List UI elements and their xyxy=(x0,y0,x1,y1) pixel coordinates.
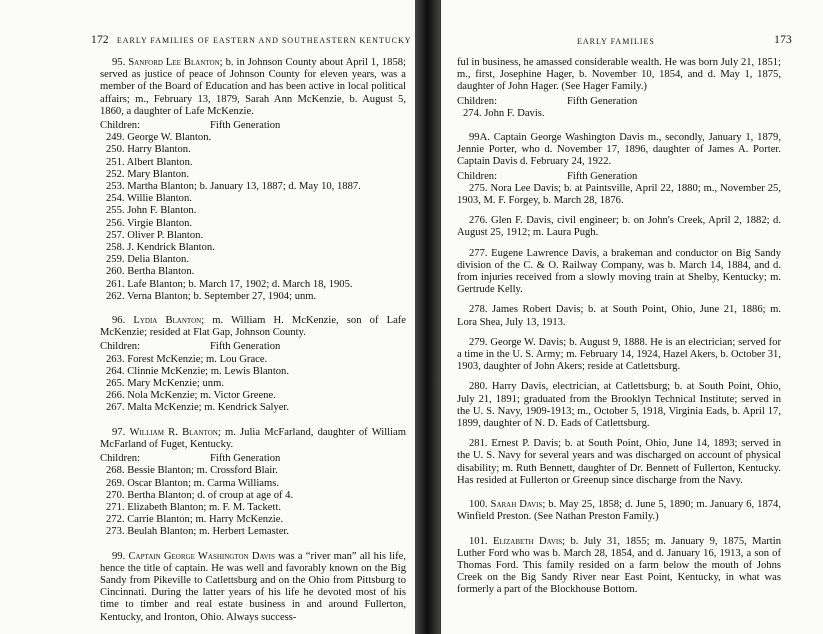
list-item: 270. Bertha Blanton; d. of croup at age of 4. xyxy=(106,489,294,501)
entry-95: 95. Sanford Lee Blanton; b. in Johnson County about April 1, 1858; served as justice of peace of Johnson County for eleven years, was a member of the Board of Education and has been active in local political affairs; m., February 13, 1879, Sarah Ann McKenzie, b. August 5, 1860, a daughter of Lafe McKenzie. xyxy=(100,57,406,117)
left-page-text xyxy=(100,57,406,624)
children-heading: Children: Fifth Generation xyxy=(100,341,281,353)
book-gutter xyxy=(415,0,440,634)
entry-95-name: Sanford Lee Blanton xyxy=(128,57,220,68)
entry-281: 281. Ernest P. Davis; b. at South Point, Ohio, June 14, 1893; served in the U. S. Navy for several years and was discharged on account of physical disability; m. Ruth Bennett, daughter of Dr. Bennett of Fullerton, Kentucky. Has resided at Fullerton or Greenup since discharge from the Navy. xyxy=(457,438,781,486)
list-item: 262. Verna Blanton; b. September 27, 1904; unm. xyxy=(106,290,317,302)
list-item: 258. J. Kendrick Blanton. xyxy=(106,242,215,254)
list-item: 252. Mary Blanton. xyxy=(106,168,189,180)
list-item: 274. John F. Davis. xyxy=(463,107,545,119)
entry-277: 277. Eugene Lawrence Davis, a brakeman and conductor on Big Sandy division of the C. & O. Railway Company, was b. March 14, 1884, and d. from injuries received from a slowly moving train at Shelby, Kentucky; m. Gertrude Kelly. xyxy=(457,247,781,296)
entry-279: 279. George W. Davis; b. August 9, 1888. He is an electrician; served for a time in the U. S. Army; m. February 14, 1924, Hazel Akers, b. October 31, 1903, daughter of John Akers; reside at Catlettsburg. xyxy=(457,336,781,373)
list-item: 255. John F. Blanton. xyxy=(106,205,197,217)
list-item: 249. George W. Blanton. xyxy=(106,132,212,144)
right-page-text xyxy=(457,57,781,597)
entry-99-continued: ful in business, he amassed considerable wealth. He was born July 21, 1851; m., first, Josephine Hager, b. November 10, 1854, and d. May 1, 1875, daughter of John Hager. (See Hager Family.) xyxy=(457,57,781,93)
list-item: 254. Willie Blanton. xyxy=(106,193,192,205)
entry-99-name: Captain George Washington Davis xyxy=(128,550,275,562)
entry-97: 97. William R. Blanton; m. Julia McFarland, daughter of William McFarland of Fuget, Kentucky. xyxy=(100,426,407,450)
list-item: 253. Martha Blanton; b. January 13, 1887; d. May 10, 1887. xyxy=(106,181,361,193)
list-item: 263. Forest McKenzie; m. Lou Grace. xyxy=(106,353,268,365)
list-item: 269. Oscar Blanton; m. Carma Williams. xyxy=(106,477,279,489)
entry-99: 99. Captain George Washington Davis was a “river man” all his life, hence the title of captain. He was well and favorably known on the Big Sandy from Pikeville to Catlettsburg and on the Ohio from Pittsburg to Cincinnati. During the latter years of his life he devoted most of his time to timber and real estate business in and around Fullerton, Kentucky, and Ironton, Ohio. Always success- xyxy=(100,550,406,623)
list-item: 267. Malta McKenzie; m. Kendrick Salyer. xyxy=(106,402,289,414)
children-list-97 xyxy=(100,465,406,538)
list-item: 250. Harry Blanton. xyxy=(106,144,191,156)
entry-275: 275. Nora Lee Davis; b. at Paintsville, April 22, 1880; m., November 25, 1903, M. F. Forgey, b. March 28, 1876. xyxy=(457,182,781,207)
children-heading: Children: Fifth Generation xyxy=(457,95,638,107)
entry-97-name: William R. Blanton xyxy=(129,426,218,438)
right-page-number: 173 xyxy=(774,34,792,46)
list-item: 271. Elizabeth Blanton; m. F. M. Tackett. xyxy=(106,501,282,513)
entry-278: 278. James Robert Davis; b. at South Point, Ohio, June 21, 1886; m. Lora Shea, July 13, 1913. xyxy=(457,304,781,328)
list-item: 264. Clinnie McKenzie; m. Lewis Blanton. xyxy=(106,365,290,377)
children-list-99 xyxy=(457,108,781,120)
children-heading: Children: Fifth Generation xyxy=(100,120,281,132)
left-running-head: EARLY FAMILIES OF EASTERN AND SOUTHEASTERN KENTUCKY xyxy=(116,36,412,45)
entry-276: 276. Glen F. Davis, civil engineer; b. on John's Creek, April 2, 1882; d. August 25, 1912; m. Laura Pugh. xyxy=(457,215,781,239)
right-page xyxy=(440,0,823,634)
list-item: 266. Nola McKenzie; m. Victor Greene. xyxy=(106,390,276,402)
entry-280: 280. Harry Davis, electrician, at Catlettsburg; b. at South Point, Ohio, July 21, 1891; graduated from the Brooklyn Technical Institute; served in the U. S. Navy, 1909-1913; m., October 5, 1918, Virginia Eads, b. April 17, 1899, daughter of N. D. Eads of Catlettsburg. xyxy=(457,381,781,430)
list-item: 273. Beulah Blanton; m. Herbert Lemaster. xyxy=(106,526,289,538)
list-item: 260. Bertha Blanton. xyxy=(106,266,195,278)
list-item: 257. Oliver P. Blanton. xyxy=(106,229,204,241)
list-item: 261. Lafe Blanton; b. March 17, 1902; d. March 18, 1905. xyxy=(106,278,353,290)
entry-100: 100. Sarah Davis; b. May 25, 1858; d. June 5, 1890; m. January 6, 1874, Winfield Preston. (See Nathan Preston Family.) xyxy=(457,499,781,523)
children-heading: Children: Fifth Generation xyxy=(457,170,638,182)
list-item: 256. Virgie Blanton. xyxy=(106,217,193,229)
list-item: 272. Carrie Blanton; m. Harry McKenzie. xyxy=(106,514,284,526)
entry-100-name: Sarah Davis xyxy=(490,499,543,511)
children-heading: Children: Fifth Generation xyxy=(100,453,281,465)
entry-96: 96. Lydia Blanton; m. William H. McKenzie, son of Lafe McKenzie; resided at Flat Gap, Johnson County. xyxy=(100,315,406,339)
entry-99a: 99A. Captain George Washington Davis m., secondly, January 1, 1879, Jennie Porter, who d. November 17, 1896, daughter of James A. Porter. Captain Davis d. February 24, 1922. xyxy=(457,132,781,168)
entry-101: 101. Elizabeth Davis; b. July 31, 1855; m. January 9, 1875, Martin Luther Ford who was b. March 28, 1854, and d. January 16, 1913, a son of Thomas Ford. This family resided on a farm below the mouth of Johns Creek on the Big Sandy River near East Point, Kentucky, in what was formerly a part of the Blockhouse Bottom. xyxy=(457,535,781,596)
left-page-header xyxy=(91,34,412,46)
list-item: 259. Delia Blanton. xyxy=(106,254,189,266)
list-item: 268. Bessie Blanton; m. Crossford Blair. xyxy=(106,465,278,477)
list-item: 265. Mary McKenzie; unm. xyxy=(106,378,224,390)
entry-101-name: Elizabeth Davis xyxy=(492,535,563,547)
list-item: 251. Albert Blanton. xyxy=(106,156,193,168)
children-list-96 xyxy=(100,354,406,415)
children-list-95 xyxy=(100,132,406,303)
right-running-head: EARLY FAMILIES xyxy=(577,37,655,46)
entry-96-name: Lydia Blanton xyxy=(133,315,202,327)
left-page-number: 172 xyxy=(91,34,109,46)
